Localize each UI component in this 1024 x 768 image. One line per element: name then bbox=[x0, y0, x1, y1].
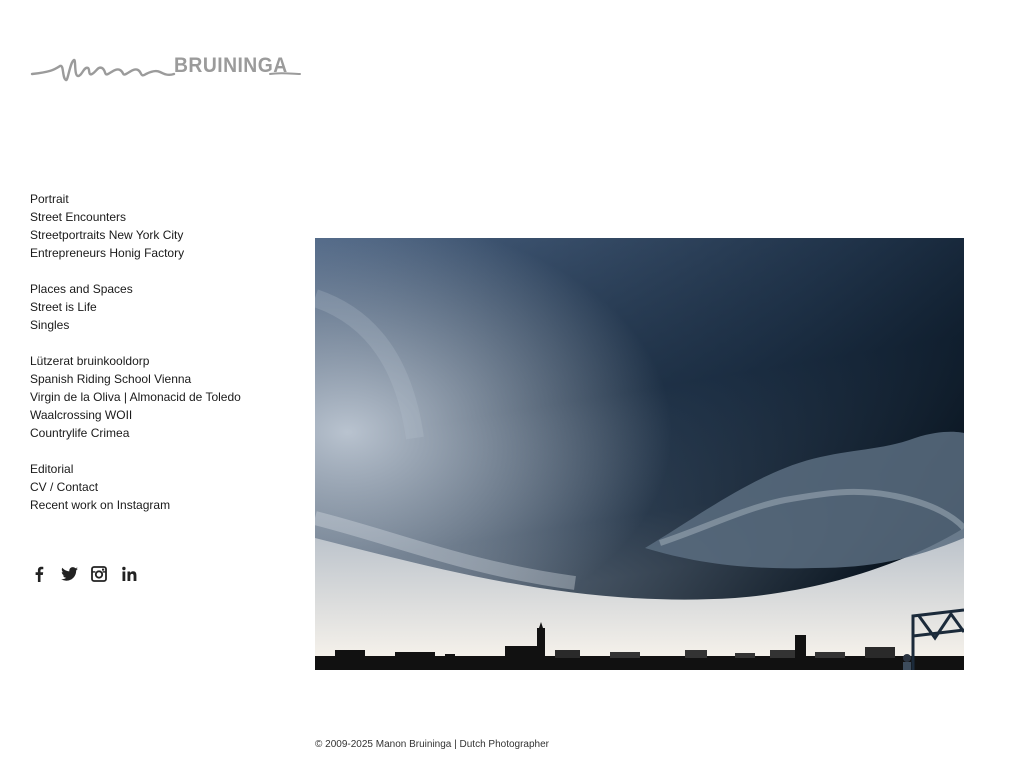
footer-copyright: © 2009-2025 Manon Bruininga | Dutch Photographer bbox=[315, 739, 550, 750]
menu-item[interactable] bbox=[30, 208, 290, 226]
facebook-icon[interactable] bbox=[30, 565, 48, 583]
menu-link-portrait[interactable]: Portrait bbox=[30, 192, 69, 206]
menu-group-portrait bbox=[30, 190, 290, 262]
menu-link-cv-contact[interactable]: CV / Contact bbox=[30, 480, 99, 494]
menu-link-editorial[interactable]: Editorial bbox=[30, 462, 74, 476]
storm-cloud-photo bbox=[315, 238, 964, 670]
menu-item[interactable] bbox=[30, 370, 290, 388]
menu-item[interactable] bbox=[30, 388, 290, 406]
menu-item[interactable] bbox=[30, 424, 290, 442]
menu-item[interactable] bbox=[30, 316, 290, 334]
featured-photo[interactable] bbox=[315, 238, 964, 670]
menu-link-entrepreneurs-honig[interactable]: Entrepreneurs Honig Factory bbox=[30, 246, 185, 260]
menu-link-streetportraits-nyc[interactable]: Streetportraits New York City bbox=[30, 228, 184, 242]
menu-link-lutzerat[interactable]: Lützerat bruinkooldorp bbox=[30, 354, 150, 368]
social-links bbox=[30, 565, 138, 583]
instagram-icon[interactable] bbox=[90, 565, 108, 583]
menu-item[interactable] bbox=[30, 190, 290, 208]
linkedin-icon[interactable] bbox=[120, 565, 138, 583]
menu-group-stories bbox=[30, 352, 290, 442]
menu-item[interactable] bbox=[30, 406, 290, 424]
menu-item[interactable] bbox=[30, 298, 290, 316]
menu-item[interactable] bbox=[30, 280, 290, 298]
menu-group-info bbox=[30, 460, 290, 514]
menu-link-street-encounters[interactable]: Street Encounters bbox=[30, 210, 127, 224]
menu-link-places-and-spaces[interactable]: Places and Spaces bbox=[30, 282, 133, 296]
menu-link-virgin-de-la-oliva[interactable]: Virgin de la Oliva | Almonacid de Toledo bbox=[30, 390, 241, 404]
menu-link-singles[interactable]: Singles bbox=[30, 318, 70, 332]
menu-item[interactable] bbox=[30, 352, 290, 370]
site-logo[interactable] bbox=[30, 52, 302, 86]
menu-link-countrylife-crimea[interactable]: Countrylife Crimea bbox=[30, 426, 130, 440]
twitter-icon[interactable] bbox=[60, 565, 78, 583]
logo-wordmark: BRUININGA bbox=[174, 54, 288, 77]
menu-link-street-is-life[interactable]: Street is Life bbox=[30, 300, 97, 314]
menu-item[interactable] bbox=[30, 460, 290, 478]
menu-link-waalcrossing[interactable]: Waalcrossing WOII bbox=[30, 408, 133, 422]
menu-link-spanish-riding-school[interactable]: Spanish Riding School Vienna bbox=[30, 372, 192, 386]
menu-group-places bbox=[30, 280, 290, 334]
menu-item[interactable] bbox=[30, 244, 290, 262]
menu-item[interactable] bbox=[30, 478, 290, 496]
main-menu bbox=[30, 190, 290, 532]
menu-link-instagram-recent[interactable]: Recent work on Instagram bbox=[30, 498, 171, 512]
menu-item[interactable] bbox=[30, 226, 290, 244]
menu-item[interactable] bbox=[30, 496, 290, 514]
